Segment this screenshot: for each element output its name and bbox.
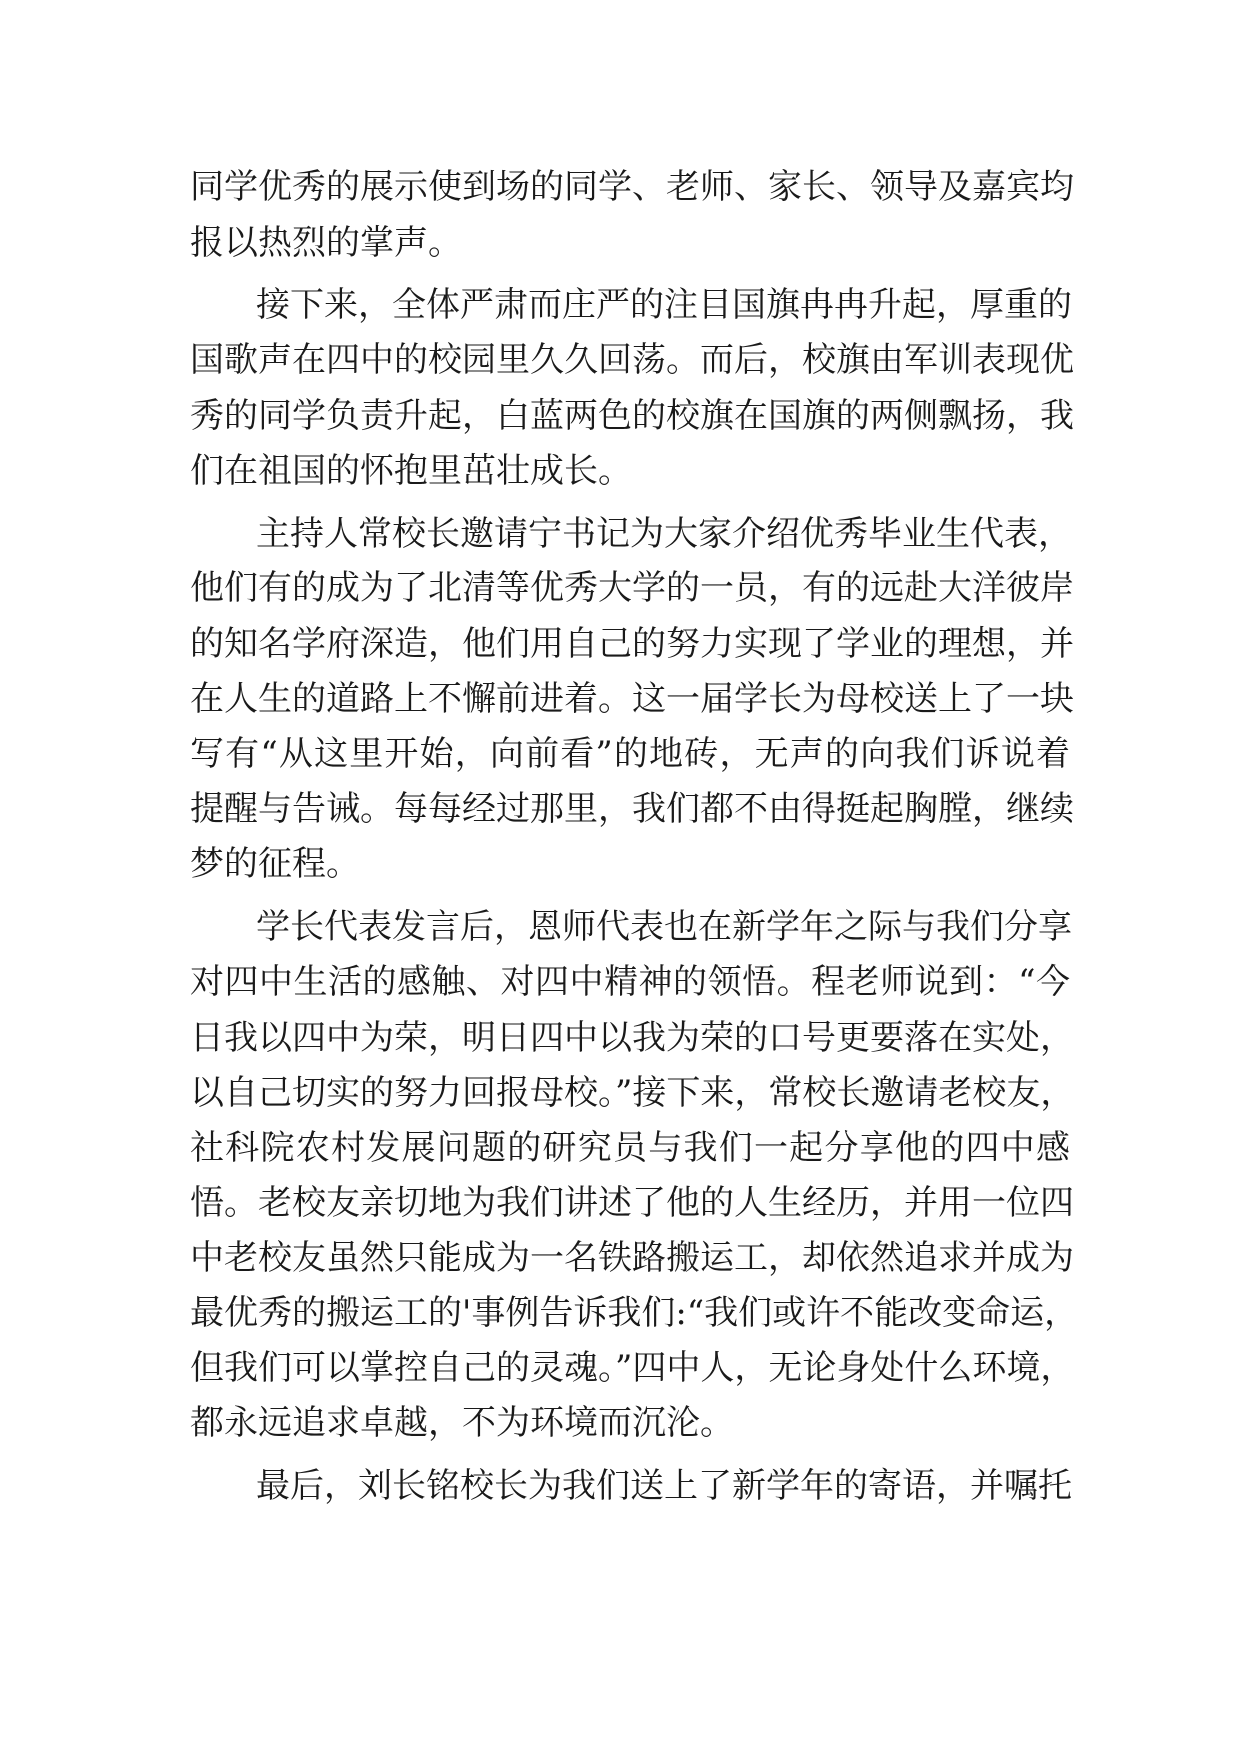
text-line: 写有“从这里开始，向前看”的地砖，无声的向我们诉说着 [190, 734, 1070, 774]
text-line: 在人生的道路上不懈前进着。这一届学长为母校送上了一块 [190, 679, 1074, 719]
text-line: 但我们可以掌控自己的灵魂。”四中人，无论身处什么环境， [190, 1348, 1075, 1388]
text-line: 最优秀的搬运工的'事例告诉我们:“我们或许不能改变命运， [190, 1293, 1079, 1333]
text-line: 报以热烈的掌声。 [190, 223, 462, 263]
text-line: 对四中生活的感触、对四中精神的领悟。程老师说到：“今 [190, 962, 1070, 1002]
text-line: 们在祖国的怀抱里茁壮成长。 [190, 451, 632, 491]
text-line: 秀的同学负责升起，白蓝两色的校旗在国旗的两侧飘扬，我 [190, 396, 1074, 436]
text-line: 以自己切实的努力回报母校。”接下来，常校长邀请老校友， [190, 1073, 1075, 1113]
text-line: 国歌声在四中的校园里久久回荡。而后，校旗由军训表现优 [190, 340, 1074, 380]
text-line: 提醒与告诫。每每经过那里，我们都不由得挺起胸膛，继续 [190, 789, 1074, 829]
text-line: 社科院农村发展问题的研究员与我们一起分享他的四中感 [190, 1128, 1070, 1168]
text-line: 他们有的成为了北清等优秀大学的一员，有的远赴大洋彼岸 [190, 568, 1074, 608]
text-line: 接下来，全体严肃而庄严的注目国旗冉冉升起，厚重的 [256, 285, 1072, 325]
text-line: 最后，刘长铭校长为我们送上了新学年的寄语，并嘱托 [256, 1466, 1072, 1506]
text-line: 的知名学府深造，他们用自己的努力实现了学业的理想，并 [190, 624, 1074, 664]
text-line: 都永远追求卓越，不为环境而沉沦。 [190, 1403, 734, 1443]
text-line: 学长代表发言后，恩师代表也在新学年之际与我们分享 [256, 907, 1072, 947]
text-line: 日我以四中为荣，明日四中以我为荣的口号更要落在实处， [190, 1018, 1074, 1058]
text-line: 主持人常校长邀请宁书记为大家介绍优秀毕业生代表， [256, 514, 1072, 554]
text-line: 同学优秀的展示使到场的同学、老师、家长、领导及嘉宾均 [190, 167, 1074, 207]
text-line: 梦的征程。 [190, 844, 360, 884]
text-line: 中老校友虽然只能成为一名铁路搬运工，却依然追求并成为 [190, 1238, 1074, 1278]
text-line: 悟。老校友亲切地为我们讲述了他的人生经历，并用一位四 [190, 1183, 1074, 1223]
